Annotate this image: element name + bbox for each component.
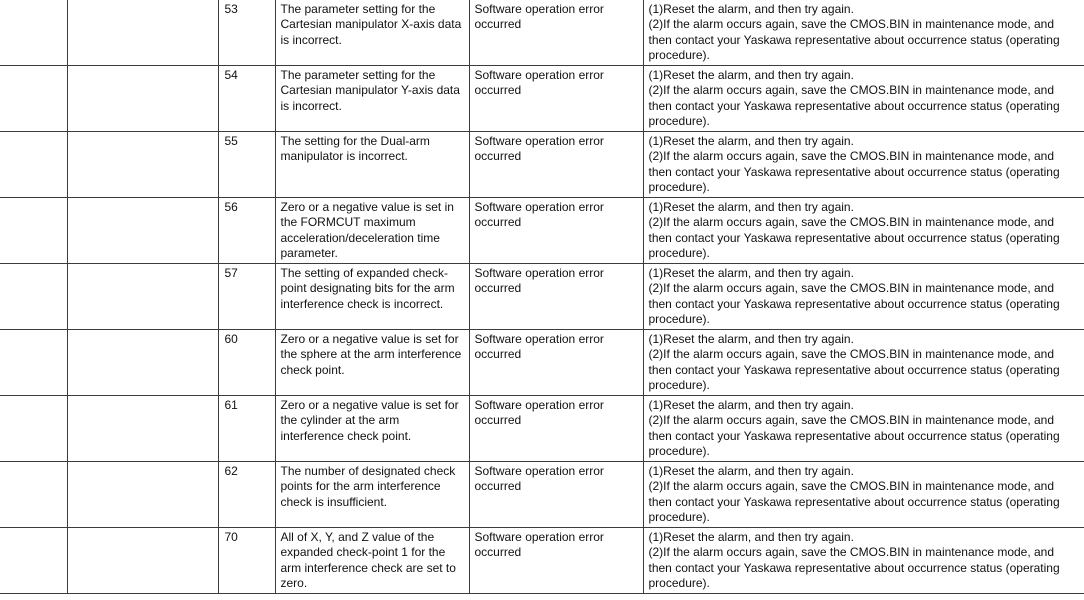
cause-cell: The parameter setting for the Cartesian manipulator Y-axis data is incorrect. <box>275 66 469 132</box>
remedy-step-1: (1)Reset the alarm, and then try again. <box>648 464 854 478</box>
alarm-number-cell <box>0 330 67 396</box>
remedy-cell <box>643 66 1084 132</box>
sub-code-cell: 53 <box>218 0 275 66</box>
sub-code-cell: 56 <box>218 198 275 264</box>
remedy-step-1: (1)Reset the alarm, and then try again. <box>648 68 854 82</box>
status-cell: Software operation error occurred <box>469 264 643 330</box>
sub-code-cell: 55 <box>218 132 275 198</box>
sub-code-cell: 54 <box>218 66 275 132</box>
remedy-cell <box>643 462 1084 528</box>
alarm-name-cell <box>67 0 218 66</box>
remedy-step-1: (1)Reset the alarm, and then try again. <box>648 332 854 346</box>
alarm-name-cell <box>67 198 218 264</box>
status-cell: Software operation error occurred <box>469 330 643 396</box>
alarm-number-cell <box>0 0 67 66</box>
remedy-cell <box>643 0 1084 66</box>
remedy-step-1: (1)Reset the alarm, and then try again. <box>648 398 854 412</box>
remedy-step-2: (2)If the alarm occurs again, save the CMOS.BIN in maintenance mode, and then contact your Yaskawa representative about occurrence status (operating procedure). <box>648 347 1060 393</box>
alarm-number-cell <box>0 66 67 132</box>
remedy-step-1: (1)Reset the alarm, and then try again. <box>648 266 854 280</box>
alarm-name-cell <box>67 396 218 462</box>
table-row <box>0 132 1084 198</box>
alarm-name-cell <box>67 462 218 528</box>
remedy-cell <box>643 264 1084 330</box>
sub-code-cell: 62 <box>218 462 275 528</box>
alarm-name-cell <box>67 528 218 594</box>
alarm-number-cell <box>0 132 67 198</box>
sub-code-cell: 60 <box>218 330 275 396</box>
alarm-number-cell <box>0 198 67 264</box>
remedy-cell <box>643 528 1084 594</box>
table-row <box>0 528 1084 594</box>
table-row <box>0 462 1084 528</box>
cause-cell: All of X, Y, and Z value of the expanded check-point 1 for the arm interference check are set to zero. <box>275 528 469 594</box>
status-cell: Software operation error occurred <box>469 528 643 594</box>
remedy-cell <box>643 132 1084 198</box>
alarm-name-cell <box>67 132 218 198</box>
remedy-cell <box>643 396 1084 462</box>
sub-code-cell: 57 <box>218 264 275 330</box>
sub-code-cell: 70 <box>218 528 275 594</box>
remedy-step-2: (2)If the alarm occurs again, save the CMOS.BIN in maintenance mode, and then contact your Yaskawa representative about occurrence status (operating procedure). <box>648 413 1060 459</box>
cause-cell: The parameter setting for the Cartesian manipulator X-axis data is incorrect. <box>275 0 469 66</box>
table-row <box>0 0 1084 66</box>
alarm-name-cell <box>67 66 218 132</box>
remedy-step-2: (2)If the alarm occurs again, save the CMOS.BIN in maintenance mode, and then contact your Yaskawa representative about occurrence status (operating procedure). <box>648 479 1060 525</box>
cause-cell: Zero or a negative value is set for the cylinder at the arm interference check point. <box>275 396 469 462</box>
remedy-cell <box>643 330 1084 396</box>
table-row <box>0 66 1084 132</box>
cause-cell: The setting of expanded check-point designating bits for the arm interference check is incorrect. <box>275 264 469 330</box>
remedy-cell <box>643 198 1084 264</box>
remedy-step-1: (1)Reset the alarm, and then try again. <box>648 134 854 148</box>
alarm-number-cell <box>0 396 67 462</box>
table-row <box>0 198 1084 264</box>
cause-cell: Zero or a negative value is set in the FORMCUT maximum acceleration/deceleration time parameter. <box>275 198 469 264</box>
alarm-number-cell <box>0 528 67 594</box>
alarm-name-cell <box>67 330 218 396</box>
remedy-step-2: (2)If the alarm occurs again, save the CMOS.BIN in maintenance mode, and then contact your Yaskawa representative about occurrence status (operating procedure). <box>648 281 1060 327</box>
alarm-name-cell <box>67 264 218 330</box>
alarm-number-cell <box>0 264 67 330</box>
table-row <box>0 396 1084 462</box>
status-cell: Software operation error occurred <box>469 198 643 264</box>
remedy-step-2: (2)If the alarm occurs again, save the CMOS.BIN in maintenance mode, and then contact your Yaskawa representative about occurrence status (operating procedure). <box>648 149 1060 195</box>
remedy-step-1: (1)Reset the alarm, and then try again. <box>648 530 854 544</box>
status-cell: Software operation error occurred <box>469 132 643 198</box>
alarm-number-cell <box>0 462 67 528</box>
sub-code-cell: 61 <box>218 396 275 462</box>
remedy-step-2: (2)If the alarm occurs again, save the CMOS.BIN in maintenance mode, and then contact your Yaskawa representative about occurrence status (operating procedure). <box>648 83 1060 129</box>
status-cell: Software operation error occurred <box>469 0 643 66</box>
status-cell: Software operation error occurred <box>469 66 643 132</box>
remedy-step-1: (1)Reset the alarm, and then try again. <box>648 2 854 16</box>
table-row <box>0 330 1084 396</box>
status-cell: Software operation error occurred <box>469 396 643 462</box>
remedy-step-2: (2)If the alarm occurs again, save the CMOS.BIN in maintenance mode, and then contact your Yaskawa representative about occurrence status (operating procedure). <box>648 17 1060 63</box>
status-cell: Software operation error occurred <box>469 462 643 528</box>
cause-cell: Zero or a negative value is set for the sphere at the arm interference check point. <box>275 330 469 396</box>
remedy-step-2: (2)If the alarm occurs again, save the CMOS.BIN in maintenance mode, and then contact your Yaskawa representative about occurrence status (operating procedure). <box>648 215 1060 261</box>
table-row <box>0 264 1084 330</box>
cause-cell: The setting for the Dual-arm manipulator is incorrect. <box>275 132 469 198</box>
cause-cell: The number of designated check points for the arm interference check is insufficient. <box>275 462 469 528</box>
remedy-step-2: (2)If the alarm occurs again, save the CMOS.BIN in maintenance mode, and then contact your Yaskawa representative about occurrence status (operating procedure). <box>648 545 1060 591</box>
remedy-step-1: (1)Reset the alarm, and then try again. <box>648 200 854 214</box>
